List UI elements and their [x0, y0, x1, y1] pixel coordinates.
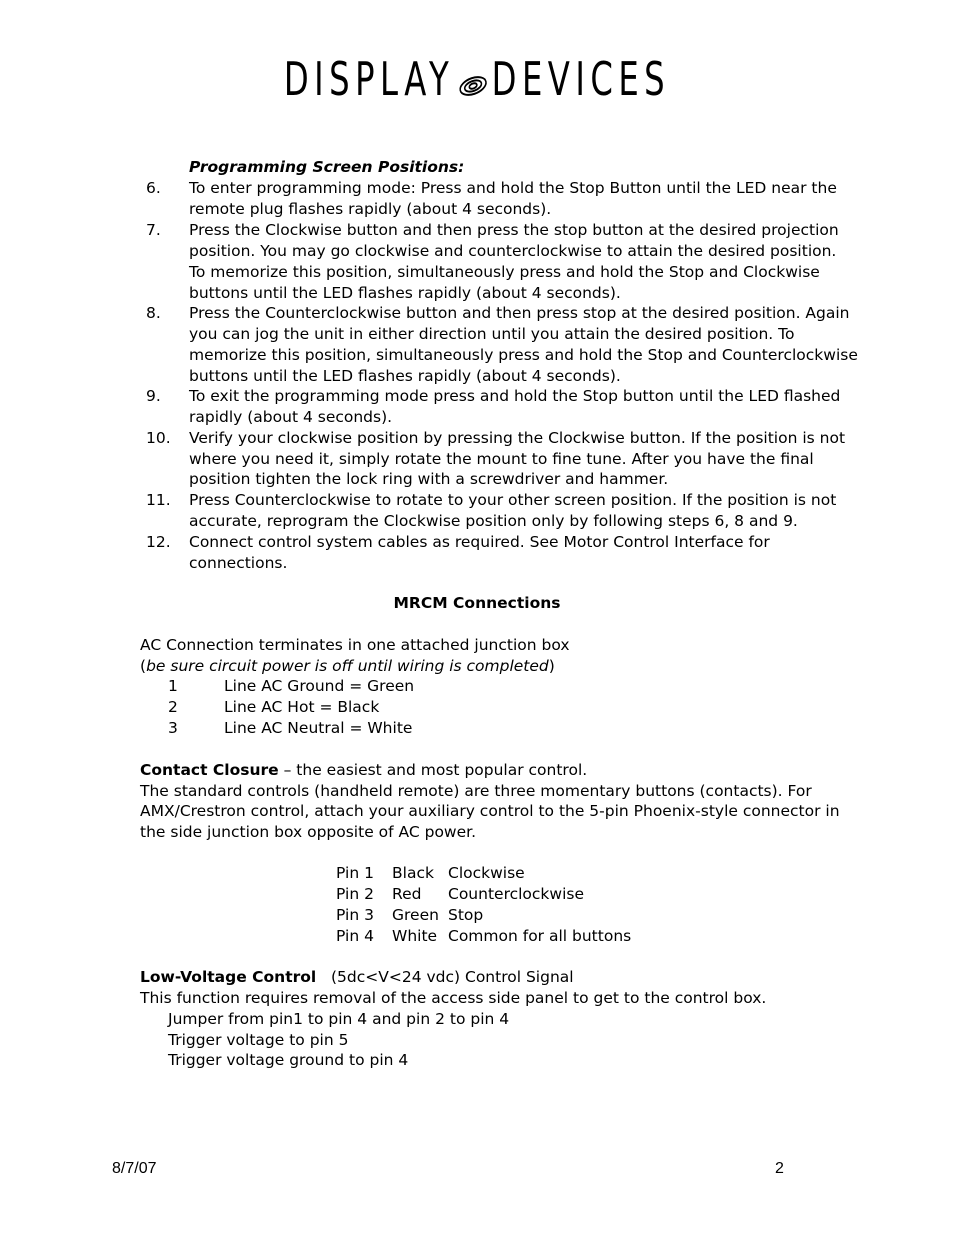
- step-line: Verify your clockwise position by pressing the Clockwise button. If the position is not: [189, 429, 846, 447]
- step-line: you can jog the unit in either direction until you attain the desired position. To: [189, 325, 795, 343]
- step-line: Connect control system cables as required. See Motor Control Interface for: [189, 533, 770, 551]
- step-line: To enter programming mode: Press and hold the Stop Button until the LED near the: [189, 179, 837, 197]
- logo-text-right: DEVICES: [491, 52, 671, 106]
- step-line: position. You may go clockwise and counterclockwise to attain the desired position.: [189, 242, 837, 260]
- step-number: 9.: [146, 387, 161, 405]
- step-line: Press the Clockwise button and then press the stop button at the desired projection: [189, 221, 839, 239]
- step-line: remote plug flashes rapidly (about 4 seconds).: [189, 200, 552, 218]
- low-voltage-title: Low-Voltage Control: [140, 968, 317, 986]
- low-voltage-item: Jumper from pin1 to pin 4 and pin 2 to pin 4: [168, 1010, 510, 1028]
- contact-closure-heading: [140, 760, 587, 781]
- logo-swirl-icon: [457, 56, 488, 110]
- ac-note: [140, 656, 555, 677]
- pin-color: Green: [392, 906, 439, 924]
- contact-closure-desc: – the easiest and most popular control.: [278, 761, 588, 779]
- ac-intro: AC Connection terminates in one attached junction box: [140, 636, 570, 654]
- pin-color: White: [392, 927, 438, 945]
- step-line: To exit the programming mode press and hold the Stop button until the LED flashed: [189, 387, 841, 405]
- step-number: 10.: [146, 429, 171, 447]
- step-line: Press Counterclockwise to rotate to your other screen position. If the position is not: [189, 491, 837, 509]
- step-number: 12.: [146, 533, 171, 551]
- pin-label: Pin 3: [336, 906, 374, 924]
- contact-line: the side junction box opposite of AC power.: [140, 823, 477, 841]
- step-number: 7.: [146, 221, 161, 239]
- step-number: 11.: [146, 491, 171, 509]
- contact-closure-title: Contact Closure: [140, 761, 279, 779]
- pin-function: Common for all buttons: [448, 927, 632, 945]
- logo-text-left: DISPLAY: [283, 52, 455, 106]
- step-line: memorize this position, simultaneously press and hold the Stop and Counterclockwise: [189, 346, 858, 364]
- contact-line: AMX/Crestron control, attach your auxiliary control to the 5-pin Phoenix-style connector in: [140, 802, 840, 820]
- ac-item-number: 2: [168, 698, 178, 716]
- pin-color: Black: [392, 864, 434, 882]
- low-voltage-heading: [140, 967, 574, 988]
- ac-item-text: Line AC Ground = Green: [224, 677, 415, 695]
- pin-color: Red: [392, 885, 422, 903]
- step-line: position tighten the lock ring with a screwdriver and hammer.: [189, 470, 669, 488]
- page-number: 2: [775, 1160, 784, 1177]
- step-line: buttons until the LED flashes rapidly (about 4 seconds).: [189, 284, 621, 302]
- step-line: accurate, reprogram the Clockwise position only by following steps 6, 8 and 9.: [189, 512, 798, 530]
- pin-function: Clockwise: [448, 864, 525, 882]
- low-voltage-line: This function requires removal of the access side panel to get to the control box.: [140, 989, 767, 1007]
- ac-note-text: be sure circuit power is off until wiring is completed: [146, 657, 549, 675]
- ac-note-close: ): [548, 657, 555, 675]
- step-line: Press the Counterclockwise button and then press stop at the desired position. Again: [189, 304, 850, 322]
- low-voltage-item: Trigger voltage to pin 5: [168, 1031, 349, 1049]
- pin-label: Pin 4: [336, 927, 374, 945]
- step-line: connections.: [189, 554, 288, 572]
- programming-heading: Programming Screen Positions:: [189, 158, 465, 176]
- pin-function: Stop: [448, 906, 484, 924]
- low-voltage-item: Trigger voltage ground to pin 4: [168, 1051, 409, 1069]
- footer-date: 8/7/07: [112, 1160, 157, 1177]
- ac-item-text: Line AC Hot = Black: [224, 698, 380, 716]
- pin-label: Pin 1: [336, 864, 374, 882]
- company-logo: [105, 52, 849, 110]
- ac-item-number: 3: [168, 719, 178, 737]
- step-line: buttons until the LED flashes rapidly (about 4 seconds).: [189, 367, 621, 385]
- mrcm-heading: MRCM Connections: [393, 594, 561, 612]
- pin-label: Pin 2: [336, 885, 374, 903]
- step-line: To memorize this position, simultaneously press and hold the Stop and Clockwise: [189, 263, 820, 281]
- ac-note-open: (: [140, 657, 147, 675]
- ac-item-number: 1: [168, 677, 178, 695]
- contact-line: The standard controls (handheld remote) are three momentary buttons (contacts). For: [140, 782, 812, 800]
- step-line: where you need it, simply rotate the mount to fine tune. After you have the final: [189, 450, 814, 468]
- step-number: 8.: [146, 304, 161, 322]
- ac-item-text: Line AC Neutral = White: [224, 719, 413, 737]
- pin-function: Counterclockwise: [448, 885, 585, 903]
- low-voltage-desc: (5dc<V<24 vdc) Control Signal: [316, 968, 574, 986]
- step-line: rapidly (about 4 seconds).: [189, 408, 393, 426]
- step-number: 6.: [146, 179, 161, 197]
